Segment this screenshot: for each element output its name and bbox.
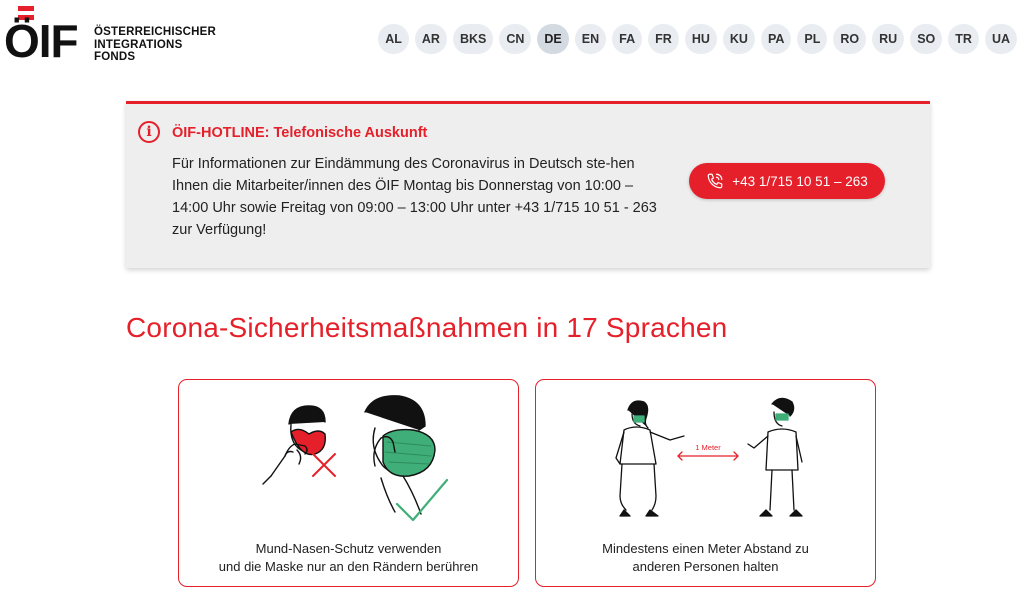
caption-line: und die Maske nur an den Rändern berühren: [218, 559, 479, 574]
lang-ku[interactable]: KU: [723, 24, 755, 54]
lang-en[interactable]: EN: [575, 24, 606, 54]
lang-fa[interactable]: FA: [612, 24, 642, 54]
lang-hu[interactable]: HU: [685, 24, 717, 54]
hotline-body: Für Informationen zur Eindämmung des Coronavirus in Deutsch ste-hen Ihnen die Mitarbeiter/innen des ÖIF Montag bis Donnerstag von 10:00 – 14:00 Uhr sowie Freitag von 09:00 – 13:00 Uhr unter +43 1/715 10 51 - 263 zur Verfügung!: [172, 156, 657, 238]
logo-line: ÖSTERREICHISCHER: [94, 26, 217, 38]
measure-card-mask[interactable]: [178, 379, 519, 587]
caption-line: Mund-Nasen-Schutz verwenden: [255, 541, 442, 556]
distance-label: 1 Meter: [695, 443, 721, 452]
lang-de[interactable]: DE: [537, 24, 568, 54]
lang-bks[interactable]: BKS: [453, 24, 493, 54]
logo-line: FONDS: [94, 51, 136, 63]
info-icon: i: [138, 121, 160, 143]
oif-logo[interactable]: [4, 6, 217, 67]
measure-card-caption: [179, 540, 518, 576]
language-switcher: [378, 24, 1017, 54]
logo-mark: [4, 6, 92, 67]
lang-so[interactable]: SO: [910, 24, 942, 54]
lang-tr[interactable]: TR: [948, 24, 979, 54]
measure-card-caption: [536, 540, 875, 576]
lang-cn[interactable]: CN: [499, 24, 531, 54]
lang-pa[interactable]: PA: [761, 24, 791, 54]
distance-illustration: [536, 380, 877, 540]
call-hotline-button[interactable]: [689, 163, 885, 199]
lang-ru[interactable]: RU: [872, 24, 904, 54]
lang-ro[interactable]: RO: [833, 24, 866, 54]
caption-line: anderen Personen halten: [632, 559, 779, 574]
hotline-title: ÖIF-HOTLINE: Telefonische Auskunft: [172, 125, 428, 141]
lang-pl[interactable]: PL: [797, 24, 827, 54]
hotline-panel: [126, 101, 930, 268]
logo-umlaut-bar-top: [18, 6, 34, 11]
lang-ar[interactable]: AR: [415, 24, 447, 54]
phone-icon: [706, 172, 724, 190]
logo-text: [94, 26, 216, 64]
page-title: Corona-Sicherheitsmaßnahmen in 17 Sprachen: [126, 312, 728, 343]
lang-fr[interactable]: FR: [648, 24, 679, 54]
logo-letters: ÖIF: [4, 15, 78, 67]
call-hotline-label: +43 1/715 10 51 – 263: [732, 173, 868, 189]
lang-al[interactable]: AL: [378, 24, 409, 54]
lang-ua[interactable]: UA: [985, 24, 1017, 54]
logo-line: INTEGRATIONS: [94, 38, 183, 51]
measure-card-distance[interactable]: [535, 379, 876, 587]
mask-wearing-illustration: [179, 380, 520, 540]
caption-line: Mindestens einen Meter Abstand zu: [602, 541, 809, 556]
